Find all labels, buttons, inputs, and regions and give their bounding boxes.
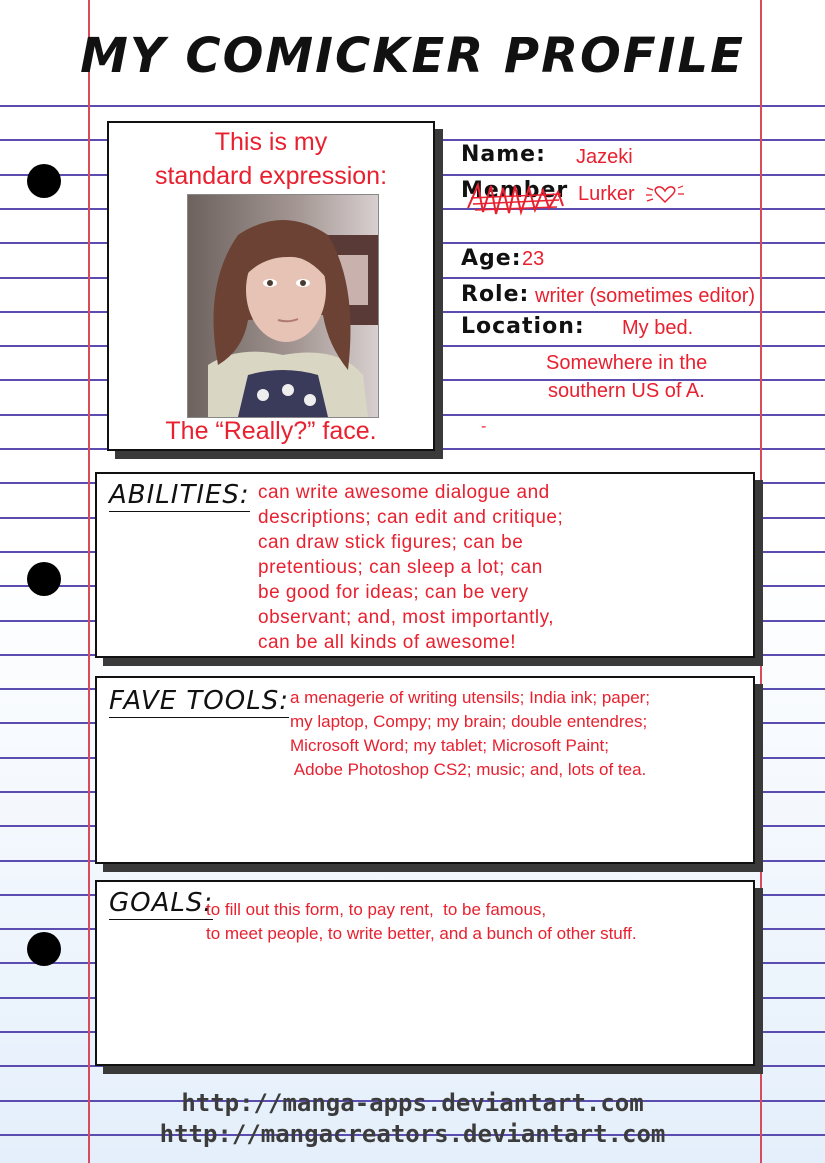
- age-value: 23: [522, 248, 545, 270]
- goals-line: to meet people, to write better, and a bunch of other stuff.: [206, 924, 637, 943]
- fave-tools-line: my laptop, Compy; my brain; double entendres;: [290, 712, 648, 731]
- abilities-line: can be all kinds of awesome!: [258, 632, 516, 653]
- photo-caption-top-line2: standard expression:: [154, 162, 388, 190]
- url-mangacreators: http://mangacreators.deviantart.com: [159, 1120, 666, 1148]
- binder-hole-middle: [27, 562, 61, 596]
- binder-hole-bottom: [27, 932, 61, 966]
- abilities-line: be good for ideas; can be very: [258, 582, 529, 603]
- left-margin-line: [88, 0, 90, 1163]
- location-value-line3: southern US of A.: [548, 380, 705, 402]
- abilities-box: [95, 472, 755, 658]
- photo-card: [107, 121, 435, 451]
- location-value-line1: My bed.: [622, 317, 694, 339]
- goals-line: to fill out this form, to pay rent, to be famous,: [206, 900, 547, 919]
- abilities-heading: ABILITIES:: [109, 480, 250, 510]
- heart-icon: [645, 180, 685, 208]
- fave-tools-heading: FAVE TOOLS:: [109, 686, 289, 716]
- fave-tools-box: [95, 676, 755, 864]
- name-label: Name:: [461, 142, 546, 167]
- member-value: Lurker: [578, 183, 635, 205]
- name-value: Jazeki: [576, 146, 633, 168]
- age-label: Age:: [461, 246, 522, 271]
- member-label: Member: [461, 178, 569, 203]
- location-label: Location:: [461, 314, 585, 339]
- fave-tools-line: Microsoft Word; my tablet; Microsoft Paint;: [290, 736, 609, 755]
- abilities-line: observant; and, most importantly,: [258, 607, 554, 628]
- fave-tools-text: [290, 686, 650, 782]
- photo-caption-bottom: The “Really?” face.: [165, 417, 377, 445]
- stray-dash: -: [481, 418, 487, 435]
- profile-photo-image: [188, 195, 378, 417]
- location-value-line2: Somewhere in the: [546, 352, 708, 374]
- abilities-line: pretentious; can sleep a lot; can: [258, 557, 543, 578]
- binder-hole-top: [27, 164, 61, 198]
- goals-text: [206, 898, 637, 946]
- fave-tools-line: Adobe Photoshop CS2; music; and, lots of tea.: [290, 760, 647, 779]
- right-margin-line: [760, 0, 762, 1163]
- role-value: writer (sometimes editor): [535, 285, 756, 307]
- abilities-text: [258, 480, 563, 655]
- photo-caption-top-line1: This is my: [214, 128, 328, 156]
- role-label: Role:: [461, 282, 530, 307]
- rule-line: [0, 105, 825, 107]
- profile-photo: [187, 194, 379, 418]
- url-manga-apps: http://manga-apps.deviantart.com: [181, 1089, 644, 1117]
- goals-box: [95, 880, 755, 1066]
- goals-heading: GOALS:: [109, 888, 214, 918]
- abilities-line: descriptions; can edit and critique;: [258, 507, 564, 528]
- page-title: MY COMICKER PROFILE: [80, 28, 745, 84]
- abilities-line: can draw stick figures; can be: [258, 532, 524, 553]
- scribble-icon: [463, 180, 568, 220]
- fave-tools-line: a menagerie of writing utensils; India ink; paper;: [290, 688, 651, 707]
- abilities-line: can write awesome dialogue and: [258, 482, 550, 503]
